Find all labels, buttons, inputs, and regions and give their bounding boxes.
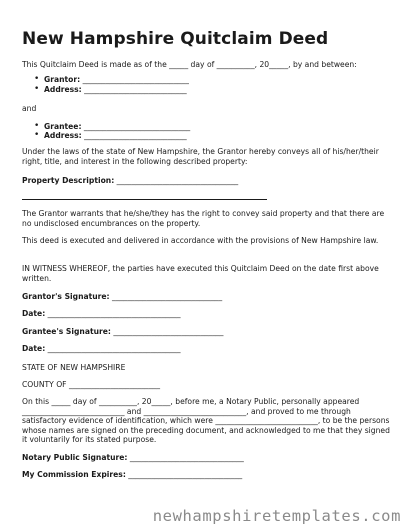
- state-heading: STATE OF NEW HAMPSHIRE: [22, 363, 126, 372]
- grantee-address-line: ___________________________: [84, 131, 187, 140]
- property-description-extra-line: [22, 199, 267, 200]
- grantor-address-label: Address:: [44, 85, 82, 94]
- grantor-field: [44, 75, 189, 85]
- bullet-icon: •: [34, 121, 40, 131]
- grantee-signature-label: Grantee's Signature:: [22, 327, 111, 336]
- grantor-line: ____________________________: [82, 75, 189, 84]
- property-description-field: [22, 176, 238, 186]
- commission-expires-label: My Commission Expires:: [22, 470, 126, 479]
- warranty-paragraph: The Grantor warrants that he/she/they has the right to convey said property and that there are no undisclosed encumbrances on the property.: [22, 209, 385, 228]
- grantor-signature-label: Grantor's Signature:: [22, 292, 110, 301]
- grantee-date-field: [22, 344, 181, 354]
- grantee-date-line: ___________________________________: [47, 344, 181, 353]
- county-heading: COUNTY OF ________________________: [22, 380, 161, 389]
- grantee-address-field: [44, 131, 187, 141]
- property-description-label: Property Description:: [22, 176, 115, 185]
- property-description-line: ________________________________: [116, 176, 239, 185]
- grantor-date-label: Date:: [22, 309, 46, 318]
- bullet-icon: •: [34, 74, 40, 84]
- grantor-date-field: [22, 309, 181, 319]
- witness-paragraph: IN WITNESS WHEREOF, the parties have executed this Quitclaim Deed on the date first above written.: [22, 264, 379, 283]
- commission-expires-field: [22, 470, 242, 480]
- notary-signature-field: [22, 453, 244, 463]
- grantor-label: Grantor:: [44, 75, 81, 84]
- grantee-signature-line: _____________________________: [113, 327, 224, 336]
- grantor-signature-field: [22, 292, 222, 302]
- grantor-signature-line: _____________________________: [112, 292, 223, 301]
- grantee-date-label: Date:: [22, 344, 46, 353]
- grantor-address-field: [44, 85, 187, 95]
- grantee-label: Grantee:: [44, 122, 82, 131]
- intro-paragraph: This Quitclaim Deed is made as of the _____ day of __________, 20_____, by and between:: [22, 60, 357, 69]
- bullet-icon: •: [34, 130, 40, 140]
- and-text: and: [22, 104, 37, 113]
- grantor-address-line: ___________________________: [84, 85, 187, 94]
- grantee-line: ____________________________: [83, 122, 191, 131]
- commission-expires-line: ______________________________: [128, 470, 243, 479]
- notary-signature-label: Notary Public Signature:: [22, 453, 128, 462]
- bullet-icon: •: [34, 84, 40, 94]
- site-watermark: newhampshiretemplates.com: [152, 507, 401, 525]
- notary-paragraph: On this _____ day of __________, 20_____, before me, a Notary Public, personally appeared ___________________________ and ___________________________, and proved to me through satisfactory evidence of identification, which were ___________________________, to be the persons whose names are signed on the preceding document, and acknowledged to me that they signed it voluntarily for its stated purpose.: [22, 397, 390, 444]
- document-title: New Hampshire Quitclaim Deed: [22, 29, 329, 49]
- grantee-address-label: Address:: [44, 131, 82, 140]
- grantee-signature-field: [22, 327, 223, 337]
- grantor-date-line: ___________________________________: [47, 309, 181, 318]
- conveyance-paragraph: Under the laws of the state of New Hampshire, the Grantor hereby conveys all of his/her/their right, title, and interest in the following described property:: [22, 147, 379, 166]
- execution-paragraph: This deed is executed and delivered in accordance with the provisions of New Hampshire law.: [22, 236, 379, 245]
- notary-signature-line: ______________________________: [129, 453, 244, 462]
